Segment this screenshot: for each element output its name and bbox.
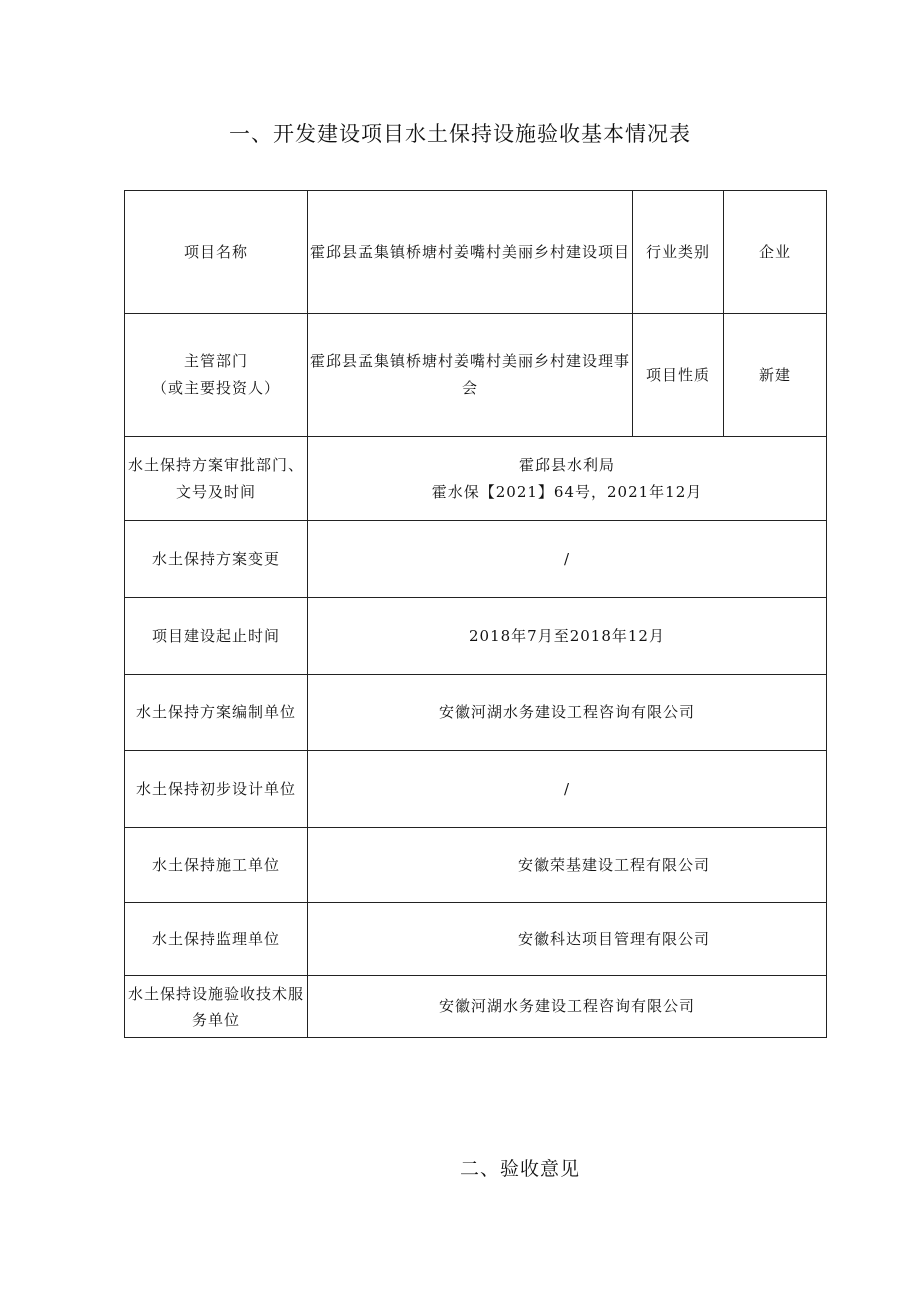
- period-value: 2018年7月至2018年12月: [308, 598, 827, 675]
- nature-value: 新建: [724, 314, 827, 437]
- plan-unit-label: 水土保持方案编制单位: [125, 675, 308, 751]
- approval-value-line2: 霍水保【2021】64号，2021年12月: [431, 482, 703, 501]
- section-heading-acceptance-opinion: 二、验收意见: [460, 1158, 581, 1180]
- supervision-unit-value: 安徽科达项目管理有限公司: [308, 903, 827, 976]
- table-row: [125, 675, 827, 751]
- table-row: [125, 976, 827, 1038]
- supervision-unit-label: 水土保持监理单位: [125, 903, 308, 976]
- approval-label: 水土保持方案审批部门、文号及时间: [125, 437, 308, 521]
- project-name-label: 项目名称: [125, 191, 308, 314]
- table-row: [125, 437, 827, 521]
- plan-change-label: 水土保持方案变更: [125, 521, 308, 598]
- page-title: 一、开发建设项目水土保持设施验收基本情况表: [229, 122, 691, 146]
- nature-label: 项目性质: [633, 314, 724, 437]
- approval-value-line1: 霍邱县水利局: [518, 455, 615, 474]
- design-unit-label: 水土保持初步设计单位: [125, 751, 308, 828]
- plan-unit-value: 安徽河湖水务建设工程咨询有限公司: [308, 675, 827, 751]
- construction-unit-value: 安徽荣基建设工程有限公司: [308, 828, 827, 903]
- table-row: [125, 598, 827, 675]
- plan-change-value: /: [308, 521, 827, 598]
- industry-value: 企业: [724, 191, 827, 314]
- project-name-value: 霍邱县孟集镇桥塘村姜嘴村美丽乡村建设项目: [308, 191, 633, 314]
- industry-label: 行业类别: [633, 191, 724, 314]
- acceptance-unit-label: 水土保持设施验收技术服务单位: [125, 976, 308, 1038]
- acceptance-unit-value: 安徽河湖水务建设工程咨询有限公司: [308, 976, 827, 1038]
- department-label-line2: （或主要投资人）: [151, 379, 280, 397]
- table-row: [125, 903, 827, 976]
- department-label: [125, 314, 308, 437]
- table-row: [125, 314, 827, 437]
- approval-value: [308, 437, 827, 521]
- period-label: 项目建设起止时间: [125, 598, 308, 675]
- table-row: [125, 828, 827, 903]
- department-value: 霍邱县孟集镇桥塘村姜嘴村美丽乡村建设理事会: [308, 314, 633, 437]
- table-row: [125, 751, 827, 828]
- design-unit-value: /: [308, 751, 827, 828]
- table-row: [125, 521, 827, 598]
- basic-info-table: [124, 190, 827, 1038]
- construction-unit-label: 水土保持施工单位: [125, 828, 308, 903]
- department-label-line1: 主管部门: [183, 352, 248, 370]
- table-row: [125, 191, 827, 314]
